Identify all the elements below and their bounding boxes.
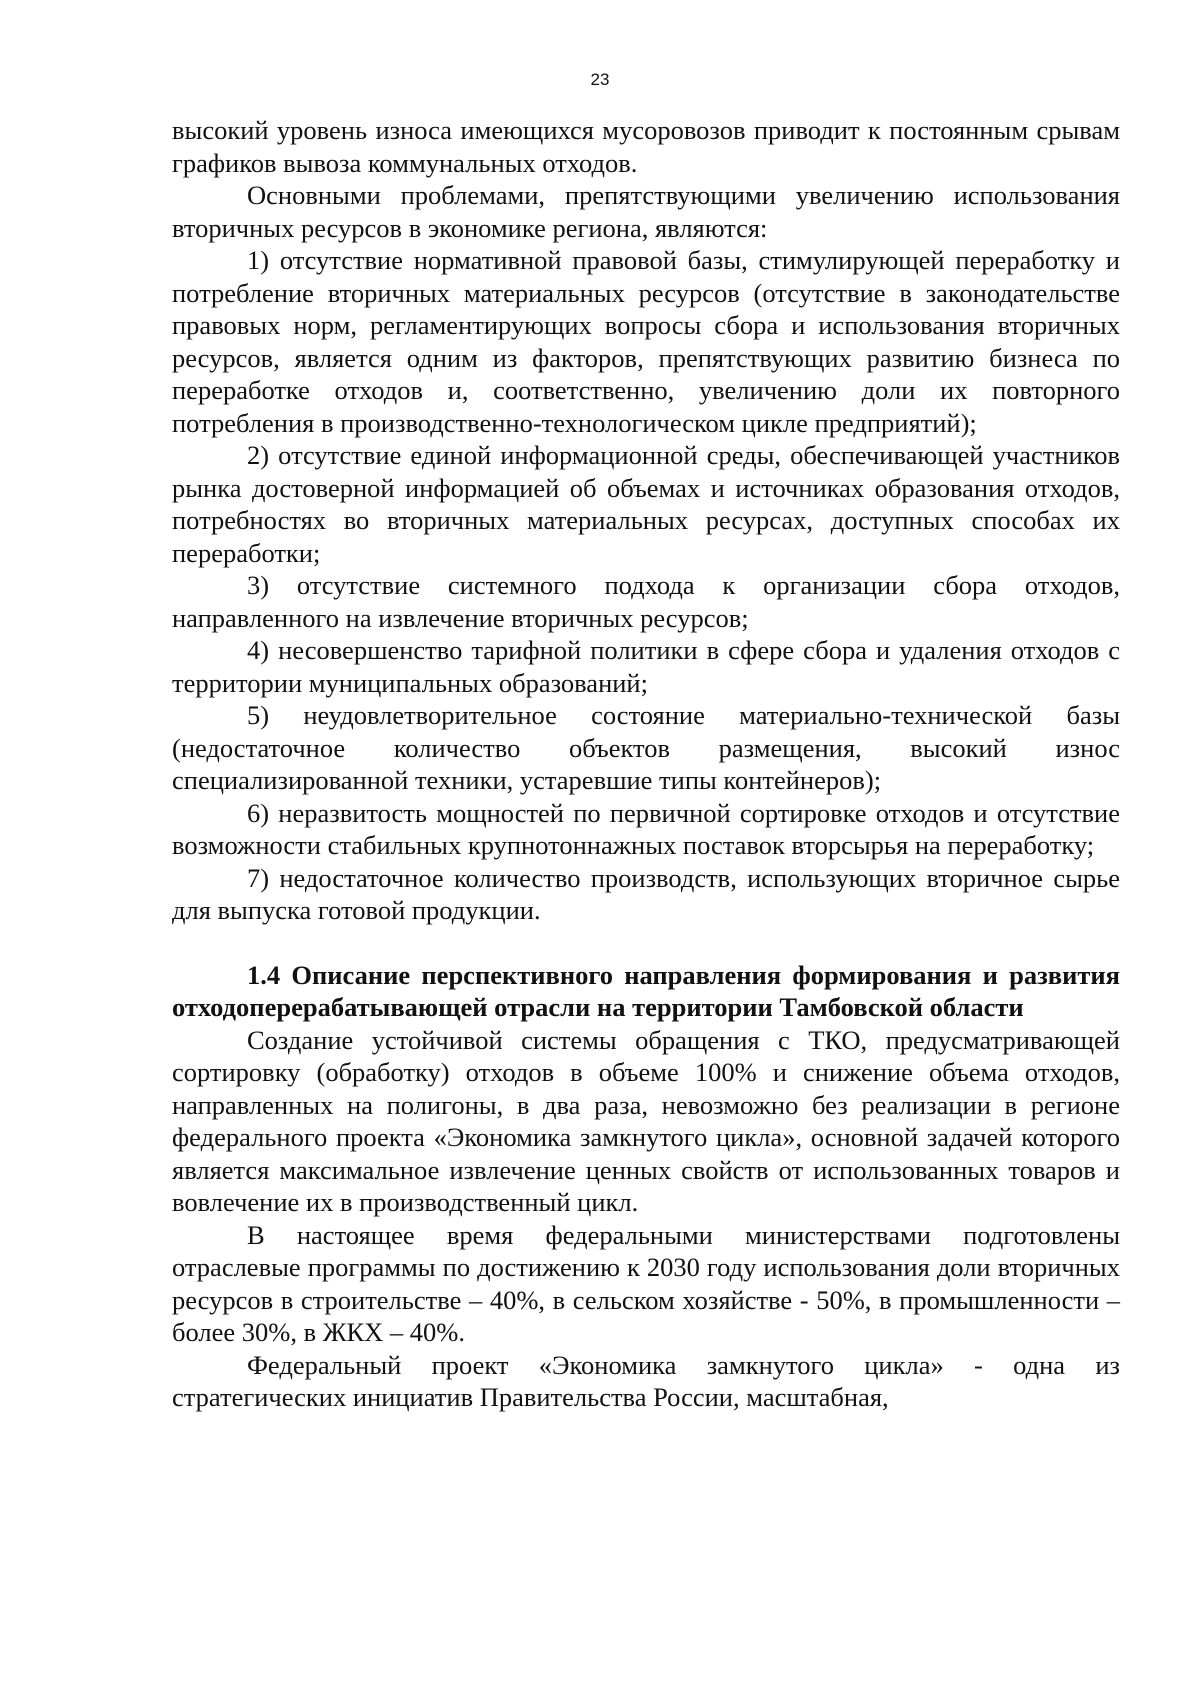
list-item: 4) несовершенство тарифной политики в сфере сбора и удаления отходов с территории муниципальных образований;	[172, 635, 1120, 698]
list-item: 5) неудовлетворительное состояние материально-технической базы (недостаточное количество объектов размещения, высокий износ специализированной техники, устаревшие типы контейнеров);	[172, 700, 1120, 795]
document-body	[172, 114, 1120, 1414]
paragraph: В настоящее время федеральными министерствами подготовлены отраслевые программы по достижению к 2030 году использования доли вторичных ресурсов в строительстве – 40%, в сельском хозяйстве - 50%, в промышленности – более 30%, в ЖКХ – 40%.	[172, 1219, 1120, 1347]
paragraph: Федеральный проект «Экономика замкнутого цикла» - одна из стратегических инициатив Правительства России, масштабная,	[172, 1349, 1120, 1412]
page-number: 23	[590, 70, 610, 89]
section-heading: 1.4 Описание перспективного направления формирования и развития отходоперерабатывающей отрасли на территории Тамбовской области	[172, 959, 1120, 1022]
list-item: 6) неразвитость мощностей по первичной сортировке отходов и отсутствие возможности стабильных крупнотоннажных поставок вторсырья на переработку;	[172, 797, 1120, 860]
paragraph: Основными проблемами, препятствующими увеличению использования вторичных ресурсов в экономике региона, являются:	[172, 180, 1120, 243]
list-item: 3) отсутствие системного подхода к организации сбора отходов, направленного на извлечение вторичных ресурсов;	[172, 570, 1120, 633]
paragraph: высокий уровень износа имеющихся мусоровозов приводит к постоянным срывам графиков вывоза коммунальных отходов.	[172, 115, 1120, 178]
list-item: 1) отсутствие нормативной правовой базы, стимулирующей переработку и потребление вторичных материальных ресурсов (отсутствие в законодательстве правовых норм, регламентирующих вопросы сбора и использования вторичных ресурсов, является одним из факторов, препятствующих развитию бизнеса по переработке отходов и, соответственно, увеличению доли их повторного потребления в производственно-технологическом цикле предприятий);	[172, 245, 1120, 438]
list-item: 2) отсутствие единой информационной среды, обеспечивающей участников рынка достоверной информацией об объемах и источниках образования отходов, потребностях во вторичных материальных ресурсах, доступных способах их переработки;	[172, 440, 1120, 568]
list-item: 7) недостаточное количество производств, использующих вторичное сырье для выпуска готовой продукции.	[172, 862, 1120, 925]
paragraph: Создание устойчивой системы обращения с ТКО, предусматривающей сортировку (обработку) отходов в объеме 100% и снижение объема отходов, направленных на полигоны, в два раза, невозможно без реализации в регионе федерального проекта «Экономика замкнутого цикла», основной задачей которого является максимальное извлечение ценных свойств от использованных товаров и вовлечение их в производственный цикл.	[172, 1024, 1120, 1217]
